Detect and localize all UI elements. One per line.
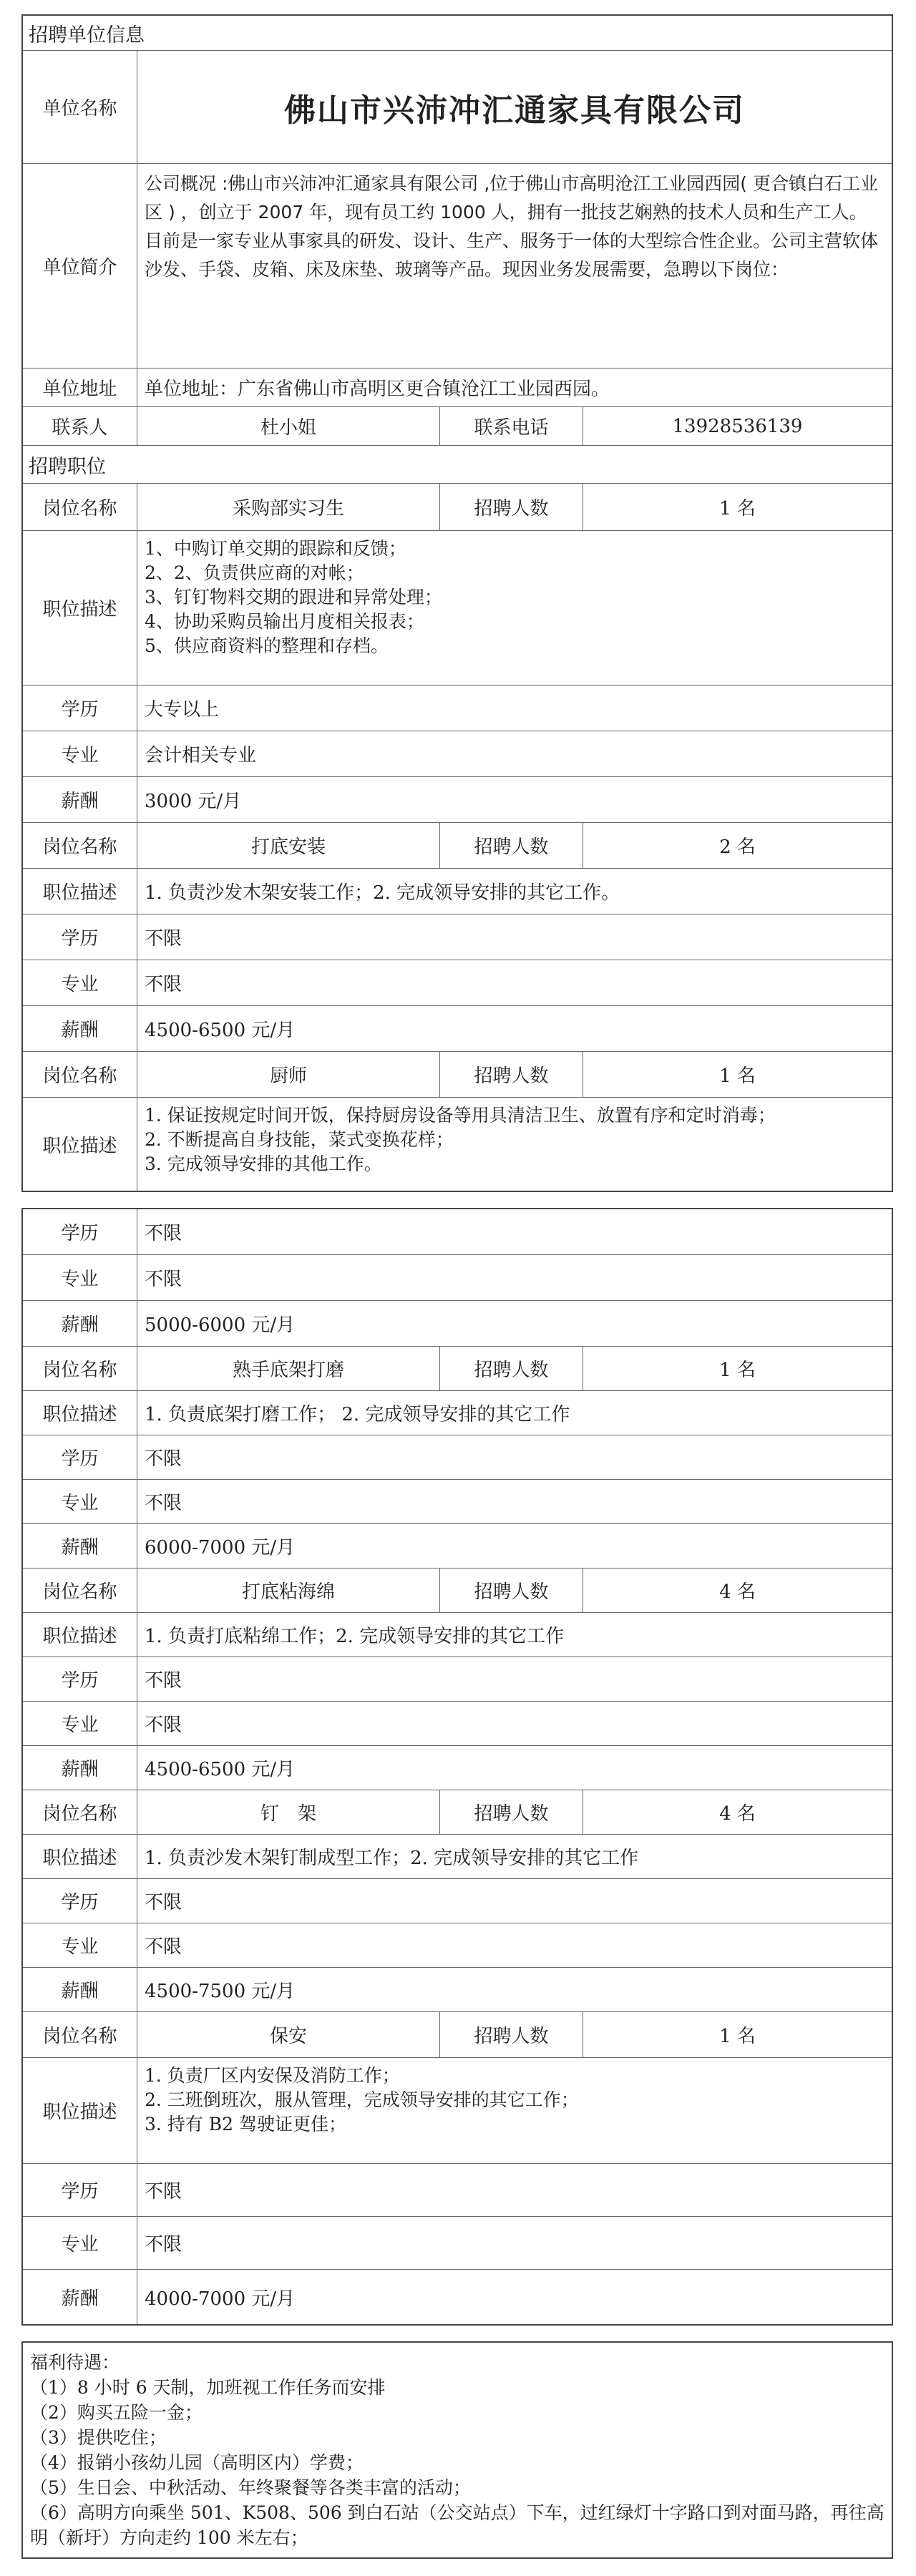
welfare-title: 福利待遇： [30, 2352, 120, 2373]
edu-label: 学历 [23, 2164, 137, 2216]
salary-label: 薪酬 [23, 1006, 137, 1051]
post-major: 不限 [145, 974, 182, 995]
count-label: 招聘人数 [440, 1790, 583, 1834]
desc-label: 职位描述 [23, 1391, 137, 1435]
desc-line: 1. 保证按规定时间开饭，保持厨房设备等用具清洁卫生、放置有序和定时消毒； [145, 1105, 776, 1126]
position-edu-row [23, 2164, 892, 2217]
post-desc [137, 1098, 892, 1191]
salary-label: 薪酬 [23, 1524, 137, 1568]
post-name: 采购部实习生 [137, 484, 440, 530]
welfare-item: （3）提供吃住； [30, 2427, 167, 2448]
welfare-item: （1）8 小时 6 天制，加班视工作任务而安排 [30, 2377, 386, 2398]
post-name: 厨师 [137, 1052, 440, 1097]
desc-line: 1、中购订单交期的跟踪和反馈； [145, 538, 406, 559]
position-desc-row [23, 1391, 892, 1435]
post-name: 钉 架 [137, 1790, 440, 1834]
post-salary: 3000 元/月 [145, 791, 242, 812]
desc-line: 5、供应商资料的整理和存档。 [145, 635, 389, 656]
post-edu: 不限 [145, 1448, 182, 1470]
major-label: 专业 [23, 1255, 137, 1300]
post-edu: 不限 [145, 2181, 182, 2202]
post-name: 打底粘海绵 [137, 1568, 440, 1612]
post-desc [137, 2058, 892, 2163]
salary-label: 薪酬 [23, 2270, 137, 2324]
post-count: 1 名 [719, 498, 756, 519]
post-major: 不限 [145, 1269, 182, 1290]
post-label: 岗位名称 [23, 1347, 137, 1390]
unit-address-value: 单位地址：广东省佛山市高明区更合镇沧江工业园西园。 [145, 379, 610, 400]
post-label: 岗位名称 [23, 2012, 137, 2057]
position-salary-row [23, 2270, 892, 2324]
unit-address-row [23, 369, 892, 407]
desc-label: 职位描述 [23, 1613, 137, 1657]
count-label: 招聘人数 [440, 484, 583, 530]
count-label: 招聘人数 [440, 1052, 583, 1097]
post-label: 岗位名称 [23, 823, 137, 868]
welfare-item: （4）报销小孩幼儿园（高明区内）学费； [30, 2452, 364, 2473]
company-name: 佛山市兴沛冲汇通家具有限公司 [284, 92, 745, 129]
unit-intro-row [23, 164, 892, 369]
post-edu: 大专以上 [145, 699, 220, 721]
position-major-row [23, 1255, 892, 1301]
salary-label: 薪酬 [23, 1301, 137, 1346]
desc-label: 职位描述 [23, 869, 137, 914]
position-edu-row [23, 1209, 892, 1255]
desc-label: 职位描述 [23, 1835, 137, 1878]
edu-label: 学历 [23, 686, 137, 731]
post-count: 1 名 [719, 1065, 756, 1087]
unit-intro-label: 单位简介 [23, 164, 137, 368]
contact-label: 联系人 [23, 407, 137, 445]
major-label: 专业 [23, 960, 137, 1005]
post-major: 不限 [145, 1714, 182, 1736]
post-desc: 1. 负责沙发木架钉制成型工作；2. 完成领导安排的其它工作 [145, 1848, 639, 1869]
position-desc-row [23, 869, 892, 914]
contact-row [23, 407, 892, 446]
post-major: 不限 [145, 1493, 182, 1514]
position-desc-row [23, 2058, 892, 2164]
desc-label: 职位描述 [23, 1098, 137, 1191]
position-salary-row [23, 1006, 892, 1052]
welfare-box [21, 2341, 893, 2559]
unit-address-label: 单位地址 [23, 369, 137, 406]
position-salary-row [23, 777, 892, 823]
position-major-row [23, 2217, 892, 2270]
position-edu-row [23, 914, 892, 960]
post-major: 会计相关专业 [145, 745, 257, 766]
position-major-row [23, 1923, 892, 1968]
recruitment-document [21, 14, 893, 2559]
post-name: 打底安装 [137, 823, 440, 868]
edu-label: 学历 [23, 1657, 137, 1701]
edu-label: 学历 [23, 1435, 137, 1479]
post-edu: 不限 [145, 1892, 182, 1913]
welfare-item: （6）高明方向乘坐 501、K508、506 到白石站（公交站点）下车，过红绿灯十字路口到对面马路，再往高明（新圩）方向走约 100 米左右； [30, 2502, 885, 2548]
post-count: 1 名 [719, 1360, 756, 1381]
positions-header: 招聘职位 [23, 446, 892, 484]
position-salary-row [23, 1301, 892, 1347]
position-desc-row [23, 1613, 892, 1657]
phone-value: 13928536139 [672, 415, 803, 437]
position-title-row [23, 2012, 892, 2058]
desc-label: 职位描述 [23, 2058, 137, 2163]
desc-label: 职位描述 [23, 531, 137, 685]
major-label: 专业 [23, 731, 137, 776]
position-salary-row [23, 1968, 892, 2012]
post-count: 4 名 [719, 1581, 756, 1603]
sheet-1 [21, 14, 893, 1192]
post-major: 不限 [145, 2234, 182, 2255]
contact-value: 杜小姐 [137, 407, 440, 445]
salary-label: 薪酬 [23, 1746, 137, 1790]
post-label: 岗位名称 [23, 1568, 137, 1612]
sheet-2 [21, 1208, 893, 2326]
edu-label: 学历 [23, 914, 137, 960]
desc-line: 2、2、负责供应商的对帐； [145, 562, 364, 583]
edu-label: 学历 [23, 1879, 137, 1923]
position-major-row [23, 960, 892, 1006]
position-edu-row [23, 1435, 892, 1480]
unit-name-row [23, 51, 892, 164]
position-desc-row [23, 531, 892, 686]
desc-line: 3. 持有 B2 驾驶证更佳； [145, 2114, 346, 2135]
post-desc: 1. 负责沙发木架安装工作；2. 完成领导安排的其它工作。 [145, 882, 620, 904]
position-major-row [23, 1702, 892, 1746]
post-major: 不限 [145, 1936, 182, 1958]
desc-line: 4、协助采购员输出月度相关报表； [145, 611, 424, 632]
post-salary: 4000-7000 元/月 [145, 2288, 296, 2310]
post-label: 岗位名称 [23, 1790, 137, 1834]
position-major-row [23, 731, 892, 777]
desc-line: 2. 不断提高自身技能，菜式变换花样； [145, 1129, 454, 1150]
welfare-item: （2）购买五险一金； [30, 2402, 203, 2423]
position-edu-row [23, 1657, 892, 1702]
desc-line: 2. 三班倒班次，服从管理，完成领导安排的其它工作； [145, 2089, 579, 2110]
post-label: 岗位名称 [23, 1052, 137, 1097]
position-edu-row [23, 1879, 892, 1923]
unit-info-header: 招聘单位信息 [23, 16, 892, 51]
position-major-row [23, 1480, 892, 1524]
position-edu-row [23, 686, 892, 731]
major-label: 专业 [23, 1702, 137, 1745]
post-desc: 1. 负责打底粘绵工作；2. 完成领导安排的其它工作 [145, 1626, 565, 1647]
position-salary-row [23, 1746, 892, 1790]
post-count: 2 名 [719, 836, 756, 858]
post-label: 岗位名称 [23, 484, 137, 530]
desc-line: 3. 完成领导安排的其他工作。 [145, 1153, 382, 1174]
major-label: 专业 [23, 1480, 137, 1523]
position-title-row [23, 1052, 892, 1098]
salary-label: 薪酬 [23, 777, 137, 822]
post-count: 4 名 [719, 1803, 756, 1825]
position-title-row [23, 1568, 892, 1613]
welfare-item: （5）生日会、中秋活动、年终聚餐等各类丰富的活动； [30, 2477, 471, 2498]
post-salary: 6000-7000 元/月 [145, 1537, 296, 1558]
post-name: 保安 [137, 2012, 440, 2057]
position-desc-row [23, 1835, 892, 1879]
count-label: 招聘人数 [440, 1568, 583, 1612]
position-salary-row [23, 1524, 892, 1568]
post-count: 1 名 [719, 2026, 756, 2047]
position-title-row [23, 1347, 892, 1391]
post-edu: 不限 [145, 928, 182, 950]
post-edu: 不限 [145, 1670, 182, 1692]
position-title-row [23, 1790, 892, 1835]
post-edu: 不限 [145, 1223, 182, 1244]
post-desc: 1. 负责底架打磨工作； 2. 完成领导安排的其它工作 [145, 1404, 570, 1425]
post-desc [137, 531, 892, 685]
desc-line: 3、钉钉物料交期的跟进和异常处理； [145, 587, 442, 608]
count-label: 招聘人数 [440, 1347, 583, 1390]
position-title-row [23, 484, 892, 531]
position-desc-row [23, 1098, 892, 1191]
position-title-row [23, 823, 892, 869]
count-label: 招聘人数 [440, 823, 583, 868]
post-salary: 4500-6500 元/月 [145, 1020, 296, 1041]
post-name: 熟手底架打磨 [137, 1347, 440, 1390]
phone-label: 联系电话 [440, 407, 583, 445]
count-label: 招聘人数 [440, 2012, 583, 2057]
desc-line: 1. 负责厂区内安保及消防工作； [145, 2065, 400, 2086]
post-salary: 5000-6000 元/月 [145, 1314, 296, 1336]
post-salary: 4500-7500 元/月 [145, 1981, 296, 2002]
major-label: 专业 [23, 2217, 137, 2269]
salary-label: 薪酬 [23, 1968, 137, 2011]
edu-label: 学历 [23, 1209, 137, 1254]
post-salary: 4500-6500 元/月 [145, 1759, 296, 1780]
unit-intro-text: 公司概况 :佛山市兴沛冲汇通家具有限公司 ,位于佛山市高明沧江工业园西园( 更合镇白石工业区 ) ，创立于 2007 年，现有员工约 1000 人，拥有一批技艺娴熟的技术人员和生产工人。目前是一家专业从事家具的研发、设计、生产、服务于一体的大型综合性企业。公司主营软体沙发、手袋、皮箱、床及床垫、玻璃等产品。现因业务发展需要，急聘以下岗位： [145, 173, 879, 280]
unit-name-label: 单位名称 [23, 51, 137, 163]
major-label: 专业 [23, 1923, 137, 1967]
